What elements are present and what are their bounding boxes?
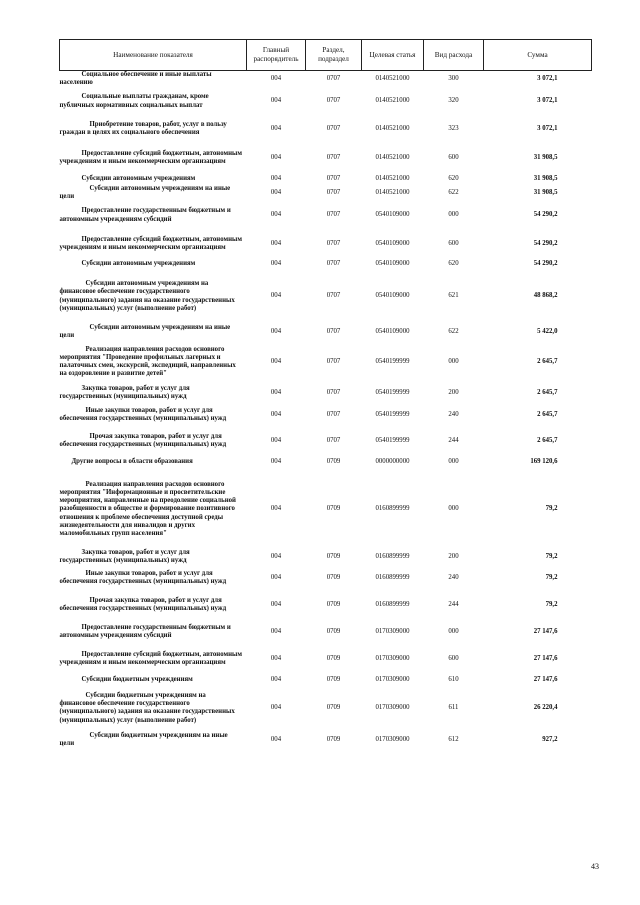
cell-sum: 27 147,6 (533, 675, 558, 683)
cell-administrator: 004 (270, 655, 282, 663)
cell-target: 0170309000 (375, 675, 410, 683)
cell-administrator: 004 (270, 600, 282, 608)
cell-target: 0170309000 (375, 704, 410, 712)
cell-name: Социальное обеспечение и иные выплаты населению (59, 71, 212, 87)
cell-sum: 27 147,6 (533, 655, 558, 663)
cell-target: 0160899999 (375, 573, 410, 581)
cell-sum: 79,2 (545, 573, 558, 581)
cell-target: 0540199999 (375, 410, 410, 418)
cell-name: Субсидии автономным учреждениям на иные цели (59, 323, 231, 339)
cell-name: Субсидии бюджетным учреждениям (81, 675, 193, 683)
cell-expense: 620 (448, 259, 459, 267)
cell-administrator: 004 (270, 292, 282, 300)
header-sum: Сумма (484, 40, 592, 71)
cell-administrator: 004 (270, 436, 282, 444)
table-row (60, 384, 592, 403)
cell-section: 0707 (326, 259, 341, 267)
cell-sum: 2 645,7 (537, 436, 558, 444)
cell-target: 0170309000 (375, 628, 410, 636)
cell-target: 0140521000 (375, 124, 410, 132)
cell-expense: 622 (448, 188, 459, 196)
cell-expense: 320 (448, 97, 459, 105)
cell-target: 0140521000 (375, 188, 410, 196)
cell-administrator: 004 (270, 675, 282, 683)
cell-expense: 000 (448, 505, 459, 513)
cell-target: 0540109000 (375, 327, 410, 335)
cell-target: 0540109000 (375, 211, 410, 219)
cell-expense: 612 (448, 736, 459, 744)
cell-sum: 2 645,7 (537, 389, 558, 397)
cell-section: 0709 (326, 704, 341, 712)
cell-name: Субсидии автономным учреждениям (81, 174, 196, 182)
cell-name: Социальные выплаты гражданам, кроме публичных нормативных социальных выплат (59, 93, 209, 109)
cell-administrator: 004 (270, 704, 282, 712)
table-row (60, 116, 592, 143)
cell-target: 0540109000 (375, 259, 410, 267)
cell-administrator: 004 (270, 458, 282, 466)
cell-expense: 622 (448, 327, 459, 335)
header-name: Наименование показателя (60, 40, 247, 71)
table-row (60, 645, 592, 673)
header-expense: Вид расхода (424, 40, 484, 71)
cell-sum: 2 645,7 (537, 410, 558, 418)
cell-expense: 323 (448, 124, 459, 132)
table-row (60, 174, 592, 185)
cell-name: Реализация направления расходов основного мероприятия "Проведение профильных лагерных и палаточных смен, экскурсий, экспедиций, направленных на оздоровление и развитие детей" (59, 345, 236, 378)
table-row (60, 549, 592, 565)
table-row (60, 143, 592, 174)
cell-section: 0709 (326, 600, 341, 608)
cell-sum: 31 908,5 (533, 153, 558, 161)
cell-expense: 244 (448, 436, 459, 444)
cell-name: Субсидии автономным учреждениям (81, 259, 196, 267)
cell-administrator: 004 (270, 505, 282, 513)
table-row (60, 88, 592, 116)
cell-administrator: 004 (270, 410, 282, 418)
cell-section: 0707 (326, 436, 341, 444)
cell-sum: 31 908,5 (533, 188, 558, 196)
cell-sum: 54 290,2 (533, 259, 558, 267)
cell-name: Предоставление субсидий бюджетным, автономным учреждениям и иным некоммерческим организациям (59, 235, 242, 251)
cell-expense: 000 (448, 458, 459, 466)
cell-sum: 27 147,6 (533, 628, 558, 636)
cell-sum: 79,2 (545, 553, 558, 560)
cell-administrator: 004 (270, 75, 282, 83)
cell-section: 0707 (326, 188, 341, 196)
table-row (60, 259, 592, 270)
cell-expense: 600 (448, 153, 459, 161)
cell-expense: 244 (448, 600, 459, 608)
cell-administrator: 004 (270, 188, 282, 196)
cell-expense: 610 (448, 675, 459, 683)
cell-expense: 300 (448, 75, 459, 83)
cell-name: Субсидии бюджетным учреждениям на иные цели (59, 732, 228, 748)
cell-sum: 79,2 (545, 505, 558, 513)
cell-name: Иные закупки товаров, работ и услуг для обеспечения государственных (муниципальных) нужд (59, 406, 227, 422)
table-row (60, 71, 592, 88)
cell-section: 0707 (326, 97, 341, 105)
page-number: 43 (591, 862, 599, 871)
cell-section: 0709 (326, 675, 341, 683)
table-row (60, 590, 592, 619)
cell-name: Субсидии автономным учреждениям на иные цели (59, 184, 231, 200)
cell-administrator: 004 (270, 239, 282, 247)
cell-target: 0140521000 (375, 153, 410, 161)
cell-administrator: 004 (270, 553, 282, 560)
cell-sum: 5 422,0 (537, 327, 558, 335)
cell-sum: 26 220,4 (533, 704, 558, 712)
cell-administrator: 004 (270, 259, 282, 267)
table-row (60, 230, 592, 259)
table-row (60, 455, 592, 470)
cell-section: 0707 (326, 327, 341, 335)
cell-name: Предоставление субсидий бюджетным, автономным учреждениям и иным некоммерческим организациям (59, 149, 242, 165)
cell-section: 0707 (326, 75, 341, 83)
cell-target: 0170309000 (375, 655, 410, 663)
cell-administrator: 004 (270, 736, 282, 744)
cell-sum: 3 072,1 (537, 124, 558, 132)
cell-expense: 621 (448, 292, 459, 300)
table-body (60, 71, 592, 751)
cell-administrator: 004 (270, 97, 282, 105)
table-row (60, 619, 592, 645)
header-target: Целевая статья (362, 40, 424, 71)
cell-target: 0160899999 (375, 600, 410, 608)
cell-section: 0707 (326, 410, 341, 418)
cell-name: Другие вопросы в области образования (71, 458, 193, 466)
cell-target: 0540109000 (375, 292, 410, 300)
table-row (60, 673, 592, 686)
cell-section: 0709 (326, 458, 341, 466)
cell-sum: 54 290,2 (533, 239, 558, 247)
table-row (60, 202, 592, 230)
cell-name: Прочая закупка товаров, работ и услуг для обеспечения государственных (муниципальных) нужд (59, 432, 227, 448)
cell-name: Предоставление субсидий бюджетным, автономным учреждениям и иным некоммерческим организациям (59, 651, 242, 667)
header-section: Раздел, подраздел (306, 40, 362, 71)
table-row (60, 427, 592, 455)
cell-name: Субсидии автономным учреждениям на финансовое обеспечение государственного (муниципального) задания на оказание государственных (муниципальных) услуг (выполнение работ) (59, 280, 235, 312)
cell-target: 0000000000 (375, 458, 410, 466)
cell-administrator: 004 (270, 124, 282, 132)
cell-section: 0707 (326, 211, 341, 219)
cell-section: 0707 (326, 292, 341, 300)
cell-sum: 3 072,1 (537, 97, 558, 105)
cell-section: 0707 (326, 124, 341, 132)
table-header (60, 40, 592, 71)
cell-administrator: 004 (270, 211, 282, 219)
table-row (60, 270, 592, 324)
cell-section: 0709 (326, 736, 341, 744)
cell-expense: 000 (448, 211, 459, 219)
budget-table (59, 39, 592, 750)
cell-section: 0707 (326, 239, 341, 247)
cell-sum: 2 645,7 (537, 357, 558, 365)
cell-expense: 240 (448, 573, 459, 581)
header-administrator: Главный распорядитель (247, 40, 306, 71)
cell-expense: 240 (448, 410, 459, 418)
cell-expense: 200 (448, 553, 459, 560)
cell-target: 0140521000 (375, 75, 410, 83)
cell-administrator: 004 (270, 573, 282, 581)
cell-sum: 169 120,6 (530, 458, 558, 466)
cell-name: Субсидии бюджетным учреждениям на финансовое обеспечение государственного (муниципального) задания на оказание государственных (муниципальных) услуг (выполнение работ) (59, 691, 235, 724)
cell-sum: 927,2 (542, 736, 558, 744)
cell-expense: 600 (448, 655, 459, 663)
cell-target: 0140521000 (375, 174, 410, 182)
cell-section: 0709 (326, 553, 341, 560)
cell-section: 0707 (326, 357, 341, 365)
cell-name: Предоставление государственным бюджетным и автономным учреждениям субсидий (59, 624, 231, 640)
cell-target: 0540199999 (375, 357, 410, 365)
cell-expense: 600 (448, 239, 459, 247)
cell-administrator: 004 (270, 357, 282, 365)
table-row (60, 324, 592, 340)
cell-section: 0709 (326, 655, 341, 663)
cell-expense: 620 (448, 174, 459, 182)
cell-sum: 54 290,2 (533, 211, 558, 219)
cell-target: 0540109000 (375, 239, 410, 247)
cell-administrator: 004 (270, 174, 282, 182)
cell-expense: 611 (448, 704, 459, 712)
cell-section: 0707 (326, 153, 341, 161)
cell-target: 0540199999 (375, 389, 410, 397)
cell-sum: 31 908,5 (533, 174, 558, 182)
cell-sum: 3 072,1 (537, 75, 558, 83)
cell-administrator: 004 (270, 389, 282, 397)
cell-section: 0709 (326, 628, 341, 636)
cell-name: Предоставление государственным бюджетным и автономным учреждениям субсидий (59, 207, 231, 223)
cell-section: 0709 (326, 505, 341, 513)
table-row (60, 565, 592, 590)
cell-name: Прочая закупка товаров, работ и услуг для обеспечения государственных (муниципальных) нужд (59, 596, 227, 612)
cell-administrator: 004 (270, 327, 282, 335)
cell-section: 0709 (326, 573, 341, 581)
cell-name: Закупка товаров, работ и услуг для государственных (муниципальных) нужд (59, 385, 190, 401)
budget-table-container (59, 39, 591, 750)
cell-name: Закупка товаров, работ и услуг для государственных (муниципальных) нужд (59, 548, 190, 565)
cell-target: 0160899999 (375, 553, 410, 560)
cell-administrator: 004 (270, 153, 282, 161)
cell-name: Приобретение товаров, работ, услуг в пользу граждан в целях их социального обеспечения (59, 120, 227, 136)
cell-section: 0707 (326, 174, 341, 182)
cell-expense: 000 (448, 357, 459, 365)
cell-target: 0140521000 (375, 97, 410, 105)
cell-expense: 200 (448, 389, 459, 397)
cell-name: Иные закупки товаров, работ и услуг для обеспечения государственных (муниципальных) нужд (59, 569, 227, 585)
table-row (60, 403, 592, 427)
table-row (60, 340, 592, 384)
cell-administrator: 004 (270, 628, 282, 636)
table-row (60, 686, 592, 730)
cell-sum: 79,2 (545, 600, 558, 608)
table-row (60, 185, 592, 202)
table-row (60, 470, 592, 549)
cell-expense: 000 (448, 628, 459, 636)
table-row (60, 730, 592, 750)
cell-name: Реализация направления расходов основного мероприятия "Информационные и просветительские мероприятия, направленные на преодоление социальной разобщенности в обществе и формирование позитивного отношения к проблеме обеспечения доступной среды жизнедеятельности для инвалидов и других маломобильных групп населения" (59, 480, 236, 537)
cell-target: 0540199999 (375, 436, 410, 444)
cell-sum: 48 868,2 (533, 292, 558, 300)
cell-target: 0160899999 (375, 505, 410, 513)
cell-target: 0170309000 (375, 736, 410, 744)
cell-section: 0707 (326, 389, 341, 397)
